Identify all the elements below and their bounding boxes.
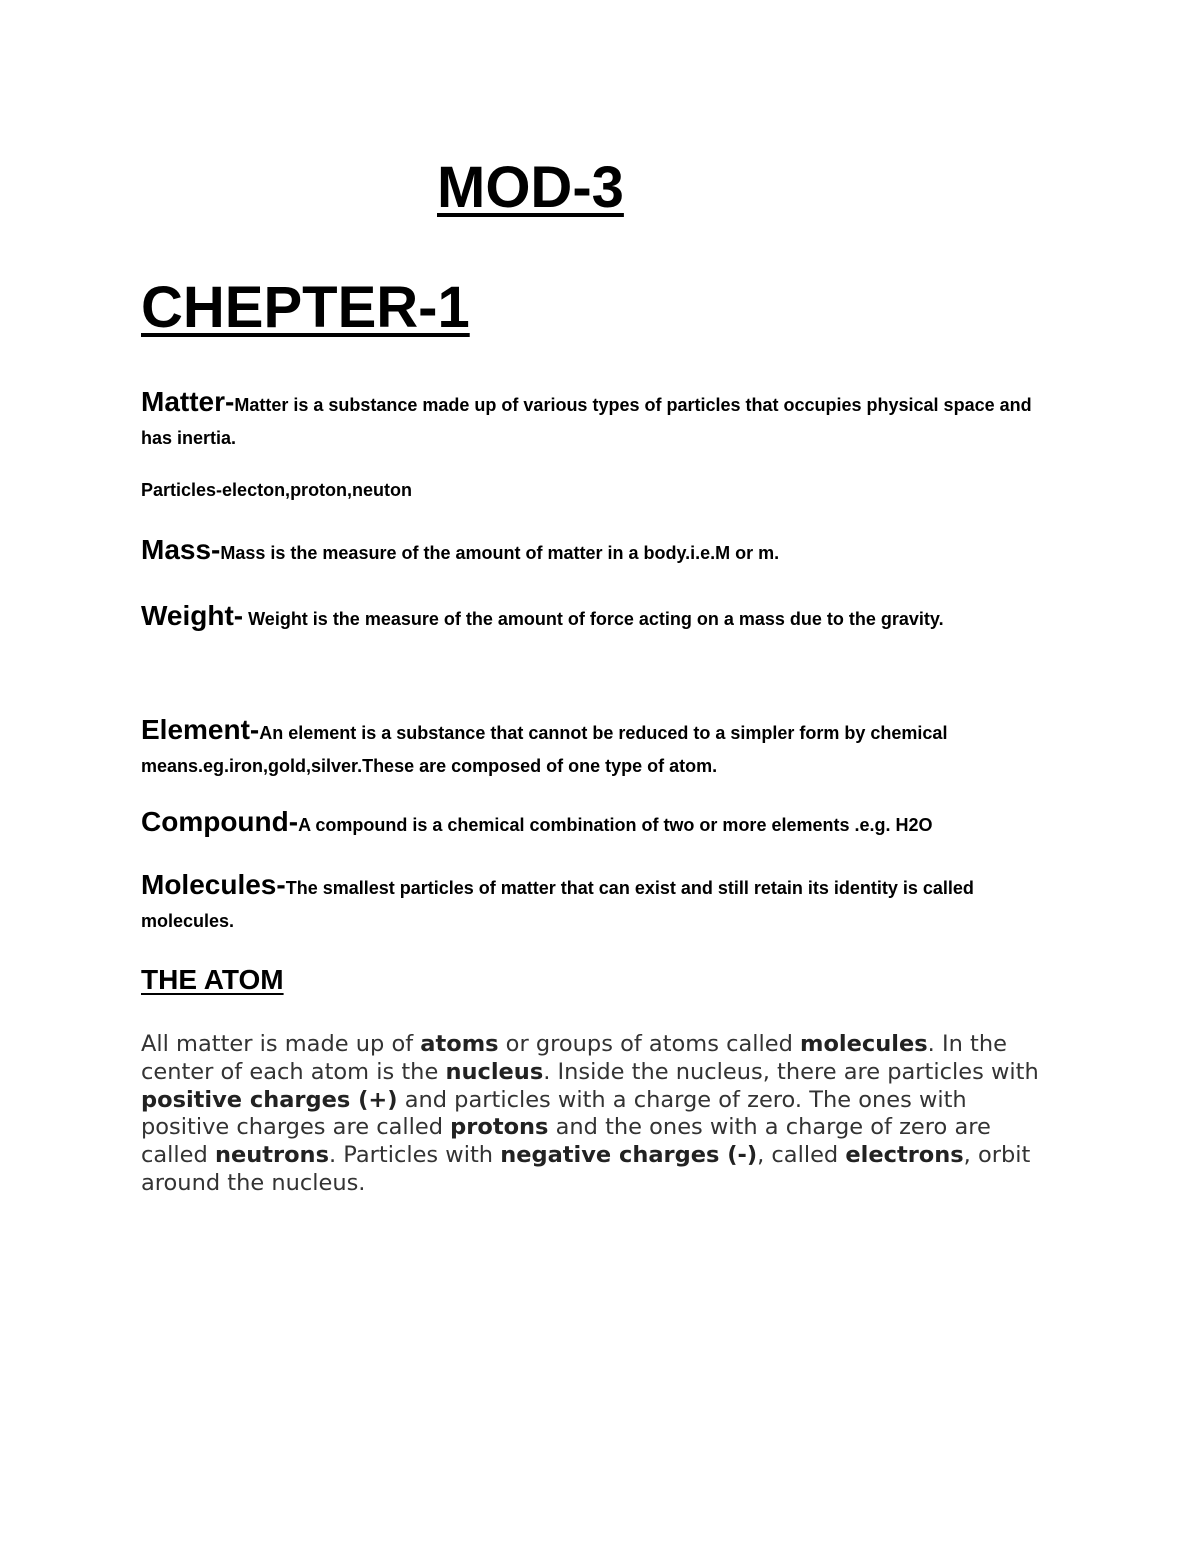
- term-compound: Compound-: [141, 806, 299, 837]
- atom-text-segment: , called: [757, 1142, 846, 1169]
- text-mass: Mass is the measure of the amount of matter in a body.i.e.M or m.: [220, 543, 780, 563]
- text-compound: A compound is a chemical combination of two or more elements .e.g. H2O: [298, 815, 933, 835]
- section-heading-atom: THE ATOM: [141, 964, 284, 995]
- atom-bold-term: protons: [450, 1114, 549, 1141]
- chapter-title: CHEPTER-1: [141, 275, 470, 340]
- atom-bold-term: nucleus: [445, 1058, 544, 1085]
- text-element: An element is a substance that cannot be reduced to a simpler form by chemical means.eg.iron,gold,silver.These are composed of one type of atom.: [141, 723, 948, 776]
- term-matter: Matter-: [141, 386, 235, 417]
- atom-paragraph: [141, 1031, 1061, 1198]
- atom-bold-term: molecules: [800, 1031, 928, 1057]
- definition-weight: [141, 599, 1061, 636]
- atom-text-segment: and the ones with a charge of zero are called: [141, 1114, 991, 1169]
- definition-molecules: [141, 868, 1061, 938]
- text-weight: Weight is the measure of the amount of force acting on a mass due to the gravity.: [243, 609, 944, 629]
- term-molecules: Molecules-: [141, 869, 286, 900]
- definition-compound: [141, 805, 1061, 842]
- atom-text-segment: and particles with a charge of zero. The ones with positive charges are called: [141, 1086, 967, 1141]
- atom-bold-term: positive charges (+): [141, 1086, 398, 1113]
- text-particles: Particles-electon,proton,neuton: [141, 480, 413, 500]
- atom-text-segment: . In the center of each atom is the: [141, 1031, 1007, 1085]
- text-matter: Matter is a substance made up of various types of particles that occupies physical space and has inertia.: [141, 395, 1032, 448]
- atom-text-segment: , orbit around the nucleus.: [141, 1142, 1031, 1196]
- term-weight: Weight-: [141, 600, 244, 631]
- atom-bold-term: atoms: [420, 1031, 499, 1057]
- atom-text-segment: . Inside the nucleus, there are particles with: [543, 1058, 1039, 1085]
- definition-matter: [141, 385, 1061, 455]
- atom-text-segment: . Particles with: [328, 1142, 501, 1169]
- definition-element: [141, 713, 1061, 783]
- term-element: Element-: [141, 714, 260, 745]
- term-mass: Mass-: [141, 534, 221, 565]
- module-title: MOD-3: [437, 155, 624, 220]
- definition-mass: [141, 533, 1061, 570]
- atom-text-segment: All matter is made up of: [141, 1031, 421, 1057]
- text-molecules: The smallest particles of matter that can exist and still retain its identity is called molecules.: [141, 878, 974, 931]
- definition-particles: [141, 474, 1061, 507]
- atom-bold-term: neutrons: [214, 1142, 329, 1169]
- atom-text-segment: or groups of atoms called: [498, 1031, 801, 1057]
- atom-bold-term: negative charges (-): [500, 1142, 758, 1169]
- atom-bold-term: electrons: [845, 1142, 964, 1169]
